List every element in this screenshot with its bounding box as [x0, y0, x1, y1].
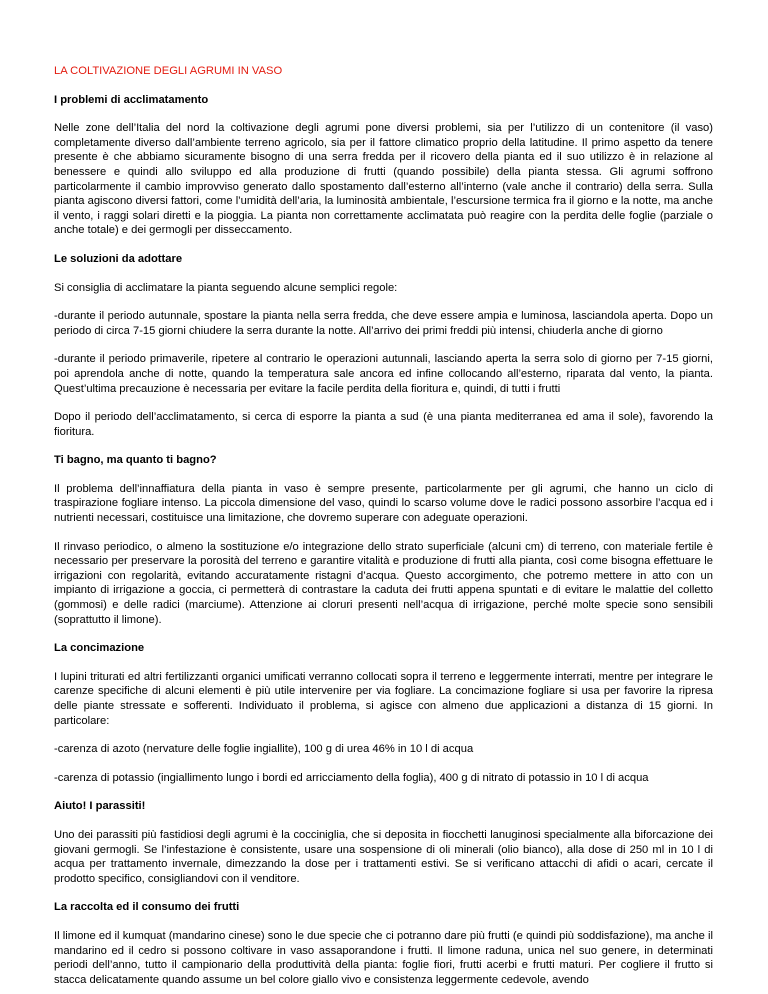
- section-heading-innaffiatura: Ti bagno, ma quanto ti bagno?: [54, 454, 217, 467]
- section-heading-soluzioni: Le soluzioni da adottare: [54, 252, 183, 265]
- paragraph: I lupini triturati ed altri fertilizzanti organici umificati verranno collocati sopra il terreno e leggermente interrati, mentre per integrare le carenze specifiche di alcuni elementi è più utile intervenire per via fogliare. La concimazione fogliare si usa per favorire la ripresa delle piante stressate e sofferenti. Individuato il problema, si agisce con almeno due applicazioni a distanza di 15 giorni. In particolare:: [54, 670, 713, 727]
- section-heading-raccolta: La raccolta ed il consumo dei frutti: [54, 901, 240, 914]
- paragraph: Dopo il periodo dell’acclimatamento, si cerca di esporre la pianta a sud (è una pianta mediterranea ed ama il sole), favorendo la fioritura.: [54, 411, 713, 438]
- paragraph: -durante il periodo autunnale, spostare la pianta nella serra fredda, che deve essere ampia e luminosa, lasciandola aperta. Dopo un periodo di circa 7-15 giorni chiudere la serra durante la notte. All’arrivo dei primi freddi più intensi, chiuderla anche di giorno: [54, 310, 713, 337]
- paragraph: Si consiglia di acclimatare la pianta seguendo alcune semplici regole:: [54, 281, 398, 294]
- document-title: LA COLTIVAZIONE DEGLI AGRUMI IN VASO: [54, 65, 283, 77]
- paragraph: Il rinvaso periodico, o almeno la sostituzione e/o integrazione dello strato superficiale (alcuni cm) di terreno, con materiale fertile è necessario per preservare la porosità del terreno e garantire vitalità e produzione di frutti alla pianta, così come bisogna effettuare le irrigazioni con regolarità, evitando accuratamente ristagni d’acqua. Questo accorgimento, che potremo mettere in atto con un impianto di irrigazione a goccia, ci permetterà di contrastare la caduta dei frutti appena spuntati e di evitare le malattie del colletto (gommosi) e delle radici (marciume). Attenzione ai cloruri presenti nell’acqua di irrigazione, perché molte specie sono sensibili (soprattutto il limone).: [54, 540, 713, 626]
- paragraph: Uno dei parassiti più fastidiosi degli agrumi è la cocciniglia, che si deposita in fiocchetti lanuginosi specialmente alla biforcazione dei giovani germogli. Se l’infestazione è consistente, usare una sospensione di oli minerali (olio bianco), alla dose di 250 ml in 10 l di acqua per trattamento invernale, dimezzando la dose per i trattamenti estivi. Se si verificano attacchi di afidi o acari, cercate il prodotto specifico, consigliandovi con il venditore.: [54, 828, 713, 885]
- section-heading-concimazione: La concimazione: [54, 642, 145, 655]
- paragraph: Il problema dell’innaffiatura della pianta in vaso è sempre presente, particolarmente per gli agrumi, che hanno un ciclo di traspirazione fogliare intenso. La piccola dimensione del vaso, quindi lo scarso volume dove le radici possono assorbire l’acqua ed i nutrienti necessari, costituisce una limitazione, che dovremo superare con adeguate operazioni.: [54, 482, 713, 525]
- paragraph: Nelle zone dell’Italia del nord la coltivazione degli agrumi pone diversi problemi, sia per l’utilizzo di un contenitore (il vaso) completamente diverso dall’ambiente terreno agricolo, sia per il fattore climatico proprio della latitudine. Il primo aspetto da tenere presente è che abbiamo sicuramente bisogno di una serra fredda per il ricovero della pianta ed il suo utilizzo è in relazione al benessere e quindi allo sviluppo ed alla produzione di frutti (quando possibile) della pianta stessa. Gli agrumi soffrono particolarmente il cambio improvviso generato dallo spostamento dall’esterno all’interno (vale anche il contrario) della serra. Sulla pianta agiscono diversi fattori, come l’umidità dell’aria, la luminosità ambientale, l’escursione termica fra il giorno e la notte, ma anche il vento, i raggi solari diretti e la pioggia. La pianta non correttamente acclimatata può reagire con la perdita delle foglie (parziale o anche totale) e dei germogli per disseccamento.: [54, 122, 713, 237]
- section-heading-acclimatamento: I problemi di acclimatamento: [54, 93, 209, 106]
- paragraph: -carenza di potassio (ingiallimento lungo i bordi ed arricciamento della foglia), 400 g di nitrato di potassio in 10 l di acqua: [54, 771, 649, 784]
- section-heading-parassiti: Aiuto! I parassiti!: [54, 800, 146, 813]
- paragraph: -carenza di azoto (nervature delle foglie ingiallite), 100 g di urea 46% in 10 l di acqua: [54, 743, 474, 756]
- paragraph: -durante il periodo primaverile, ripetere al contrario le operazioni autunnali, lasciando aperta la serra solo di giorno per 7-15 giorni, poi aprendola anche di notte, quando la temperatura sale ancora ed infine collocando all’esterno, riparata dal vento, la pianta. Quest’ultima precauzione è necessaria per evitare la facile perdita della fioritura e, quindi, di tutti i frutti: [54, 353, 713, 395]
- paragraph: Il limone ed il kumquat (mandarino cinese) sono le due specie che ci potranno dare più frutti (e quindi più soddisfazione), ma anche il mandarino ed il cedro si possono coltivare in vaso assaporandone i frutti. Il limone raduna, unica nel suo genere, in determinati periodi dell’anno, tutto il campionario della produttività della pianta: foglie fiori, frutti acerbi e frutti maturi. Per cogliere il frutto si stacca delicatamente quando assume un bel colore giallo vivo e consistenza leggermente cedevole, avendo: [54, 929, 713, 986]
